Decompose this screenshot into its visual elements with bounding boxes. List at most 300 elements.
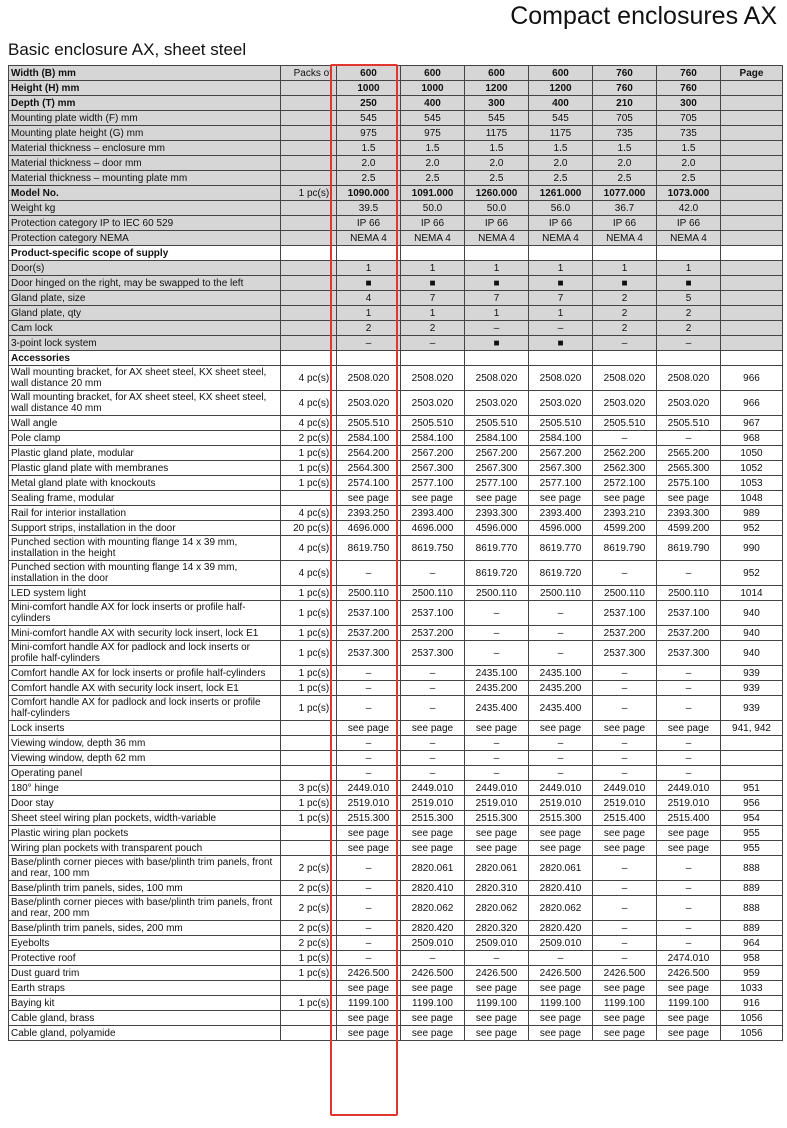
table-row [9, 246, 783, 261]
table-row [9, 751, 783, 766]
value-cell: 2393.400 [529, 506, 593, 521]
packs-of-cell [281, 96, 337, 111]
table-row [9, 666, 783, 681]
value-cell: 2537.100 [593, 601, 657, 626]
value-cell: 2505.510 [337, 416, 401, 431]
value-cell: 1000 [337, 81, 401, 96]
value-cell: 8619.750 [401, 536, 465, 561]
value-cell: 1 [337, 306, 401, 321]
value-cell: 1090.000 [337, 186, 401, 201]
value-cell: 2565.200 [657, 446, 721, 461]
row-label: Metal gland plate with knockouts [9, 476, 281, 491]
value-cell: 1199.100 [401, 996, 465, 1011]
value-cell: see page [657, 981, 721, 996]
table-row [9, 736, 783, 751]
page-ref-cell [721, 126, 783, 141]
row-label: Base/plinth corner pieces with base/plinth trim panels, front and rear, 200 mm [9, 896, 281, 921]
value-cell: 2584.100 [337, 431, 401, 446]
row-label: Cam lock [9, 321, 281, 336]
row-label: Weight kg [9, 201, 281, 216]
value-cell: 2537.100 [337, 601, 401, 626]
table-row [9, 111, 783, 126]
value-cell: see page [465, 1011, 529, 1026]
value-cell: 2515.300 [465, 811, 529, 826]
packs-of-cell [281, 276, 337, 291]
value-cell: 7 [465, 291, 529, 306]
value-cell: see page [337, 1011, 401, 1026]
value-cell: – [657, 336, 721, 351]
row-label: Cable gland, polyamide [9, 1026, 281, 1041]
value-cell: 2474.010 [657, 951, 721, 966]
value-cell: 8619.790 [593, 536, 657, 561]
value-cell: – [593, 921, 657, 936]
packs-of-cell: 1 pc(s). [281, 796, 337, 811]
table-row [9, 231, 783, 246]
value-cell: 2820.420 [401, 921, 465, 936]
value-cell: – [593, 681, 657, 696]
value-cell: 2 [593, 306, 657, 321]
value-cell: 2.0 [657, 156, 721, 171]
page-ref-cell: 941, 942 [721, 721, 783, 736]
page-ref-cell [721, 171, 783, 186]
value-cell: 42.0 [657, 201, 721, 216]
packs-of-cell [281, 751, 337, 766]
table-row [9, 841, 783, 856]
packs-of-cell: 20 pc(s). [281, 521, 337, 536]
value-cell: 8619.750 [337, 536, 401, 561]
value-cell: 2509.010 [529, 936, 593, 951]
value-cell [593, 351, 657, 366]
value-cell: 1 [657, 261, 721, 276]
value-cell: 2820.310 [465, 881, 529, 896]
packs-of-cell: 1 pc(s). [281, 681, 337, 696]
value-cell: 2393.300 [465, 506, 529, 521]
packs-of-cell [281, 736, 337, 751]
table-row [9, 561, 783, 586]
value-cell [465, 351, 529, 366]
value-cell: 1.5 [593, 141, 657, 156]
value-cell: see page [401, 841, 465, 856]
table-row [9, 826, 783, 841]
value-cell: see page [337, 981, 401, 996]
row-label: Viewing window, depth 62 mm [9, 751, 281, 766]
table-row [9, 641, 783, 666]
value-cell: – [465, 751, 529, 766]
packs-of-cell: 1 pc(s). [281, 996, 337, 1011]
value-cell: – [401, 736, 465, 751]
value-cell: see page [465, 491, 529, 506]
value-cell: 2584.100 [529, 431, 593, 446]
value-cell: 50.0 [465, 201, 529, 216]
table-row [9, 491, 783, 506]
value-cell: – [401, 681, 465, 696]
value-cell: – [337, 751, 401, 766]
value-cell: see page [529, 1026, 593, 1041]
row-label: Mounting plate width (F) mm [9, 111, 281, 126]
value-cell: 600 [401, 66, 465, 81]
value-cell: – [337, 696, 401, 721]
table-row [9, 966, 783, 981]
value-cell: 2564.300 [337, 461, 401, 476]
value-cell: 2505.510 [529, 416, 593, 431]
value-cell: 2519.010 [593, 796, 657, 811]
packs-of-cell: 1 pc(s). [281, 696, 337, 721]
table-row [9, 856, 783, 881]
table-row [9, 156, 783, 171]
value-cell: – [337, 921, 401, 936]
table-row [9, 996, 783, 1011]
value-cell: – [465, 736, 529, 751]
table-row [9, 506, 783, 521]
value-cell: 1175 [465, 126, 529, 141]
value-cell: 2562.300 [593, 461, 657, 476]
value-cell: – [529, 641, 593, 666]
table-row [9, 216, 783, 231]
table-row [9, 186, 783, 201]
packs-of-cell [281, 721, 337, 736]
value-cell: 300 [657, 96, 721, 111]
packs-of-cell [281, 261, 337, 276]
value-cell: – [529, 951, 593, 966]
value-cell: IP 66 [529, 216, 593, 231]
table-row [9, 96, 783, 111]
page-ref-cell: Page [721, 66, 783, 81]
value-cell: 2449.010 [529, 781, 593, 796]
value-cell: 2567.300 [529, 461, 593, 476]
packs-of-cell: 4 pc(s). [281, 366, 337, 391]
value-cell: 8619.770 [529, 536, 593, 561]
packs-of-cell [281, 981, 337, 996]
value-cell: – [529, 601, 593, 626]
packs-of-cell [281, 111, 337, 126]
value-cell: – [657, 936, 721, 951]
value-cell: see page [465, 841, 529, 856]
page-ref-cell: 940 [721, 626, 783, 641]
value-cell: NEMA 4 [593, 231, 657, 246]
table-row [9, 261, 783, 276]
value-cell: 2.5 [657, 171, 721, 186]
page-ref-cell [721, 276, 783, 291]
value-cell: – [657, 751, 721, 766]
value-cell: 1199.100 [465, 996, 529, 1011]
value-cell: – [465, 321, 529, 336]
page-ref-cell: 956 [721, 796, 783, 811]
value-cell: 2515.400 [593, 811, 657, 826]
page-title: Compact enclosures AX [510, 2, 777, 30]
row-label: Pole clamp [9, 431, 281, 446]
value-cell: – [657, 736, 721, 751]
packs-of-cell: 4 pc(s). [281, 536, 337, 561]
row-label: Mini-comfort handle AX for lock inserts or profile half-cylinders [9, 601, 281, 626]
packs-of-cell [281, 321, 337, 336]
table-row [9, 601, 783, 626]
value-cell: 400 [529, 96, 593, 111]
row-label: Protection category IP to IEC 60 529 [9, 216, 281, 231]
table-row [9, 586, 783, 601]
value-cell: – [593, 736, 657, 751]
value-cell: – [401, 696, 465, 721]
value-cell: 1.5 [657, 141, 721, 156]
table-row [9, 951, 783, 966]
row-label: Door(s) [9, 261, 281, 276]
value-cell: see page [465, 1026, 529, 1041]
value-cell: 2.5 [401, 171, 465, 186]
page-ref-cell: 966 [721, 391, 783, 416]
value-cell: 2567.200 [529, 446, 593, 461]
value-cell: see page [401, 1011, 465, 1026]
value-cell: – [337, 561, 401, 586]
packs-of-cell: 1 pc(s). [281, 626, 337, 641]
spec-table [8, 65, 783, 1041]
table-row [9, 431, 783, 446]
value-cell: 1 [593, 261, 657, 276]
value-cell: 1 [337, 261, 401, 276]
page-ref-cell: 939 [721, 696, 783, 721]
value-cell: 735 [657, 126, 721, 141]
value-cell: 2519.010 [529, 796, 593, 811]
value-cell: 600 [465, 66, 529, 81]
value-cell: 2508.020 [337, 366, 401, 391]
row-label: Viewing window, depth 36 mm [9, 736, 281, 751]
packs-of-cell [281, 1011, 337, 1026]
value-cell: IP 66 [337, 216, 401, 231]
packs-of-cell [281, 336, 337, 351]
value-cell: 2435.200 [465, 681, 529, 696]
value-cell: see page [465, 981, 529, 996]
value-cell: 1091.000 [401, 186, 465, 201]
packs-of-cell [281, 841, 337, 856]
value-cell: – [657, 431, 721, 446]
value-cell: 2500.110 [401, 586, 465, 601]
value-cell: 2449.010 [465, 781, 529, 796]
row-label: Gland plate, qty [9, 306, 281, 321]
value-cell: NEMA 4 [465, 231, 529, 246]
value-cell: 2577.100 [401, 476, 465, 491]
page-ref-cell: 889 [721, 921, 783, 936]
value-cell: – [657, 561, 721, 586]
value-cell: 1 [401, 306, 465, 321]
value-cell: 2820.061 [529, 856, 593, 881]
value-cell: 2435.400 [465, 696, 529, 721]
value-cell: 2500.110 [657, 586, 721, 601]
table-row [9, 391, 783, 416]
value-cell: 2435.400 [529, 696, 593, 721]
value-cell: – [337, 336, 401, 351]
value-cell: NEMA 4 [337, 231, 401, 246]
value-cell: see page [337, 1026, 401, 1041]
packs-of-cell: 1 pc(s). [281, 446, 337, 461]
row-label: LED system light [9, 586, 281, 601]
value-cell: 2505.510 [465, 416, 529, 431]
packs-of-cell: 3 pc(s). [281, 781, 337, 796]
value-cell: 2 [337, 321, 401, 336]
value-cell: see page [593, 981, 657, 996]
value-cell: – [337, 681, 401, 696]
table-row [9, 1026, 783, 1041]
row-label: Height (H) mm [9, 81, 281, 96]
table-row [9, 336, 783, 351]
page-ref-cell [721, 231, 783, 246]
value-cell: – [337, 856, 401, 881]
value-cell: 2435.100 [465, 666, 529, 681]
row-label: Wiring plan pockets with transparent pouch [9, 841, 281, 856]
table-row [9, 781, 783, 796]
page-ref-cell: 1056 [721, 1026, 783, 1041]
value-cell: 2537.300 [657, 641, 721, 666]
packs-of-cell [281, 81, 337, 96]
value-cell: 1073.000 [657, 186, 721, 201]
value-cell: 2426.500 [465, 966, 529, 981]
row-label: 3-point lock system [9, 336, 281, 351]
row-label: Mini-comfort handle AX with security lock insert, lock E1 [9, 626, 281, 641]
value-cell: – [593, 336, 657, 351]
value-cell: 2572.100 [593, 476, 657, 491]
value-cell: 2820.420 [529, 921, 593, 936]
row-label: Door stay [9, 796, 281, 811]
value-cell: 4696.000 [337, 521, 401, 536]
value-cell: 1.5 [401, 141, 465, 156]
table-row [9, 696, 783, 721]
value-cell: see page [337, 841, 401, 856]
value-cell: 1199.100 [593, 996, 657, 1011]
value-cell: – [529, 766, 593, 781]
table-row [9, 66, 783, 81]
page-ref-cell [721, 306, 783, 321]
value-cell: 2449.010 [657, 781, 721, 796]
row-label: Protection category NEMA [9, 231, 281, 246]
value-cell: – [657, 766, 721, 781]
value-cell: 2.5 [529, 171, 593, 186]
packs-of-cell [281, 826, 337, 841]
table-row [9, 476, 783, 491]
value-cell: see page [337, 826, 401, 841]
value-cell: – [337, 881, 401, 896]
value-cell: – [529, 321, 593, 336]
page-ref-cell: 966 [721, 366, 783, 391]
table-row [9, 446, 783, 461]
table-row [9, 461, 783, 476]
value-cell: 7 [401, 291, 465, 306]
value-cell: IP 66 [593, 216, 657, 231]
table-row [9, 766, 783, 781]
value-cell: 2820.061 [401, 856, 465, 881]
value-cell: 760 [657, 81, 721, 96]
value-cell: – [593, 666, 657, 681]
value-cell: 2435.200 [529, 681, 593, 696]
row-label: Punched section with mounting flange 14 x 39 mm, installation in the door [9, 561, 281, 586]
value-cell: 2820.062 [529, 896, 593, 921]
packs-of-cell [281, 766, 337, 781]
page-ref-cell: 967 [721, 416, 783, 431]
packs-of-cell: 1 pc(s). [281, 586, 337, 601]
packs-of-cell [281, 201, 337, 216]
value-cell: 2.0 [529, 156, 593, 171]
row-label: 180° hinge [9, 781, 281, 796]
row-label: Operating panel [9, 766, 281, 781]
value-cell: – [401, 751, 465, 766]
table-row [9, 416, 783, 431]
value-cell: see page [593, 721, 657, 736]
page-ref-cell: 888 [721, 856, 783, 881]
value-cell: 975 [337, 126, 401, 141]
value-cell: 1 [465, 261, 529, 276]
value-cell: 50.0 [401, 201, 465, 216]
value-cell: 2509.010 [401, 936, 465, 951]
packs-of-cell: 2 pc(s). [281, 896, 337, 921]
table-row [9, 201, 783, 216]
row-label: Accessories [9, 351, 281, 366]
packs-of-cell: 2 pc(s). [281, 936, 337, 951]
value-cell: 2537.100 [657, 601, 721, 626]
value-cell: 4 [337, 291, 401, 306]
value-cell: 2515.400 [657, 811, 721, 826]
value-cell: 2435.100 [529, 666, 593, 681]
row-label: Protective roof [9, 951, 281, 966]
value-cell: – [593, 431, 657, 446]
value-cell: 2426.500 [593, 966, 657, 981]
row-label: Plastic gland plate, modular [9, 446, 281, 461]
page-ref-cell [721, 736, 783, 751]
page-ref-cell [721, 261, 783, 276]
packs-of-cell [281, 126, 337, 141]
value-cell: 2503.020 [337, 391, 401, 416]
page-ref-cell [721, 141, 783, 156]
packs-of-cell: 1 pc(s). [281, 966, 337, 981]
value-cell: 2.0 [593, 156, 657, 171]
value-cell: 2567.300 [465, 461, 529, 476]
value-cell: 2505.510 [657, 416, 721, 431]
value-cell: – [657, 696, 721, 721]
value-cell: – [529, 751, 593, 766]
value-cell: 2393.250 [337, 506, 401, 521]
page-ref-cell: 958 [721, 951, 783, 966]
value-cell: 2820.062 [465, 896, 529, 921]
value-cell: 2449.010 [593, 781, 657, 796]
value-cell: 545 [401, 111, 465, 126]
value-cell: 2449.010 [337, 781, 401, 796]
table-row [9, 936, 783, 951]
value-cell: – [465, 766, 529, 781]
value-cell [337, 351, 401, 366]
table-row [9, 921, 783, 936]
page-ref-cell [721, 111, 783, 126]
value-cell: 2.5 [593, 171, 657, 186]
row-label: Cable gland, brass [9, 1011, 281, 1026]
packs-of-cell [281, 351, 337, 366]
value-cell: 2.5 [465, 171, 529, 186]
value-cell: 2393.210 [593, 506, 657, 521]
packs-of-cell [281, 231, 337, 246]
value-cell: ■ [529, 336, 593, 351]
value-cell: 545 [465, 111, 529, 126]
value-cell: 760 [657, 66, 721, 81]
packs-of-cell: 4 pc(s). [281, 506, 337, 521]
value-cell: 4596.000 [529, 521, 593, 536]
page-ref-cell [721, 766, 783, 781]
value-cell: 1 [529, 306, 593, 321]
packs-of-cell [281, 291, 337, 306]
row-label: Base/plinth corner pieces with base/plinth trim panels, front and rear, 100 mm [9, 856, 281, 881]
page-ref-cell [721, 216, 783, 231]
value-cell [593, 246, 657, 261]
value-cell: 2500.110 [593, 586, 657, 601]
row-label: Base/plinth trim panels, sides, 100 mm [9, 881, 281, 896]
page-ref-cell: 1050 [721, 446, 783, 461]
value-cell: 705 [593, 111, 657, 126]
value-cell [401, 246, 465, 261]
packs-of-cell: 1 pc(s). [281, 476, 337, 491]
table-row [9, 536, 783, 561]
